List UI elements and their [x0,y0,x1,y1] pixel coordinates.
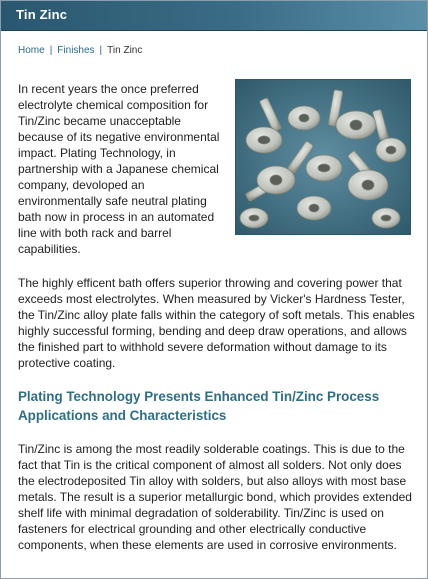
breadcrumb-home-link[interactable]: Home [18,45,45,56]
breadcrumb-current: Tin Zinc [107,45,143,56]
solderability-paragraph: Tin/Zinc is among the most readily solderable coatings. This is due to the fact that Tin is the critical component of almost all solders. Not only does the electrodeposited Tin alloy with solders, but also alloys with most base metals. The result is a superior metallurgic bond, which provides extended shelf life with minimal degradation of solderability. Tin/Zinc is used on fasteners for electrical grounding and other electrically conductive components, when these elements are used in corrosive environments. [18,442,412,552]
intro-paragraph: In recent years the once preferred electrolyte chemical composition for Tin/Zinc became unacceptable because of its negative environmental impact. Plating Technology, in partnership with a Japanese chemical company, devoloped an environmentally safe neutral plating bath now in process in an automated line with both rack and barrel capabilities. [18,82,220,256]
breadcrumb-separator: | [99,45,103,56]
bath-properties-paragraph: The highly efficent bath offers superior throwing and covering power that exceeds most electrolytes. When measured by Vicker's Hardness Tester, the Tin/Zinc alloy plate falls within the category of soft metals. This enables highly successful forming, bending and deep draw operations, and allows the finished part to withhold severe deformation without damage to its protective coating. [18,276,415,370]
zinc-fasteners-photo [235,79,411,235]
title-bar [1,1,427,31]
section-heading: Plating Technology Presents Enhanced Tin/Zinc Process Applications and Characteristics [18,389,380,423]
breadcrumb-separator: | [49,45,53,56]
breadcrumb-finishes-link[interactable]: Finishes [57,45,95,56]
page-title: Tin Zinc [16,7,68,22]
breadcrumb [18,45,142,56]
fasteners-illustration [236,80,410,234]
